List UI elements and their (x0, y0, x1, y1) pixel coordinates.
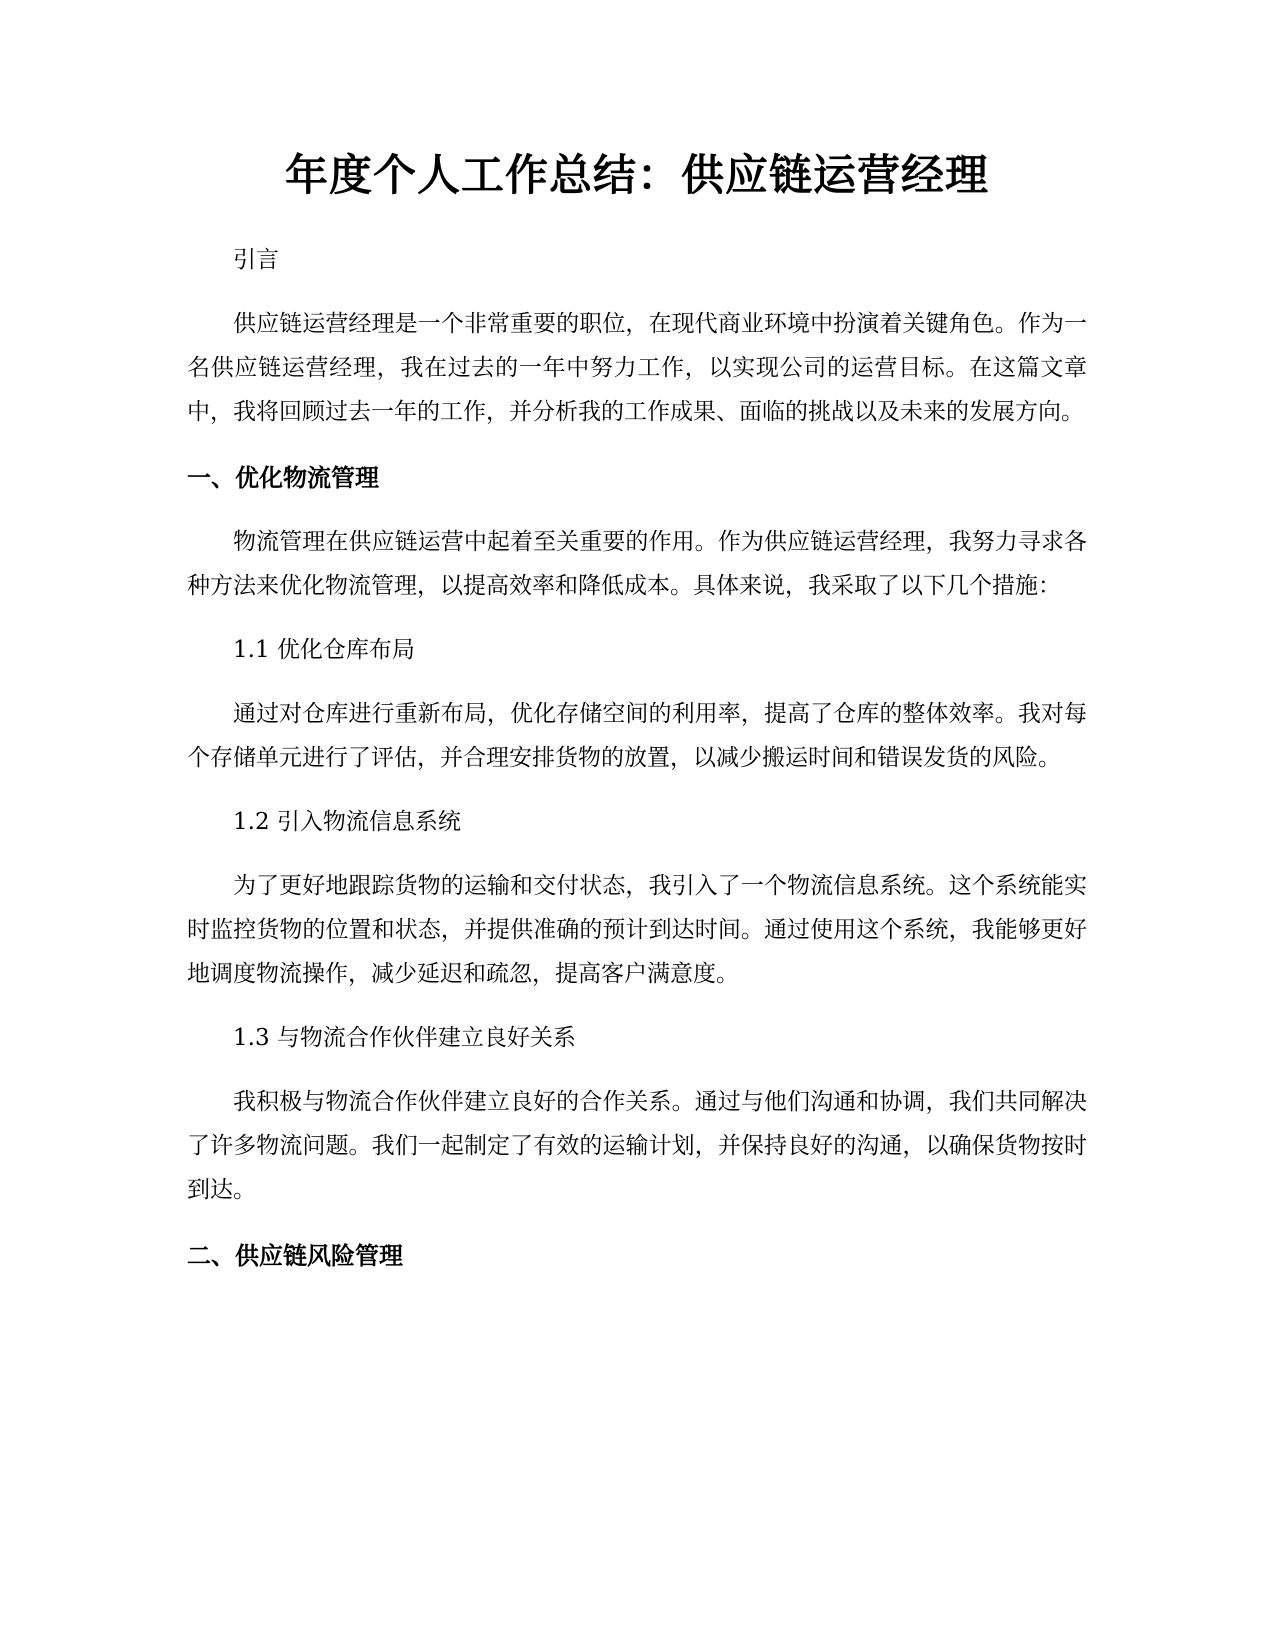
subsection-1-3-title: 1.3 与物流合作伙伴建立良好关系 (233, 1025, 576, 1051)
subsection-1-3-text: 我积极与物流合作伙伴建立良好的合作关系。通过与他们沟通和协调，我们共同解决了许多物流问题。我们一起制定了有效的运输计划，并保持良好的沟通，以确保货物按时到达。 (187, 1089, 1087, 1203)
section2-heading: 二、供应链风险管理 (187, 1242, 403, 1270)
subsection-1-2-title: 1.2 引入物流信息系统 (233, 809, 461, 835)
document-title: 年度个人工作总结：供应链运营经理 (285, 151, 989, 201)
document-body (187, 148, 1087, 1278)
subsection-1-1-title: 1.1 优化仓库布局 (233, 637, 415, 663)
intro-label: 引言 (233, 247, 279, 273)
subsection-1-2-text: 为了更好地跟踪货物的运输和交付状态，我引入了一个物流信息系统。这个系统能实时监控货物的位置和状态，并提供准确的预计到达时间。通过使用这个系统，我能够更好地调度物流操作，减少延迟和疏忽，提高客户满意度。 (187, 873, 1087, 987)
intro-paragraph: 供应链运营经理是一个非常重要的职位，在现代商业环境中扮演着关键角色。作为一名供应链运营经理，我在过去的一年中努力工作，以实现公司的运营目标。在这篇文章中，我将回顾过去一年的工作，并分析我的工作成果、面临的挑战以及未来的发展方向。 (187, 311, 1087, 425)
section1-paragraph: 物流管理在供应链运营中起着至关重要的作用。作为供应链运营经理，我努力寻求各种方法来优化物流管理，以提高效率和降低成本。具体来说，我采取了以下几个措施： (187, 529, 1087, 599)
section1-heading: 一、优化物流管理 (187, 464, 379, 492)
subsection-1-1-text: 通过对仓库进行重新布局，优化存储空间的利用率，提高了仓库的整体效率。我对每个存储单元进行了评估，并合理安排货物的放置，以减少搬运时间和错误发货的风险。 (187, 701, 1087, 771)
